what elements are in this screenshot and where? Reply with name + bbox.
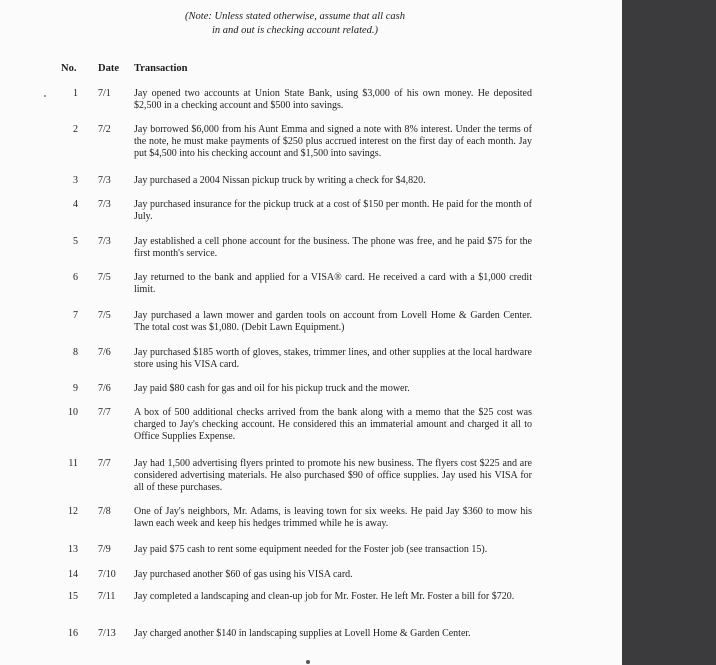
transaction-no: 4	[73, 199, 78, 210]
transaction-no: 9	[73, 383, 78, 394]
transaction-no: 2	[73, 124, 78, 135]
transaction-text: Jay opened two accounts at Union State Bank, using $3,000 of his own money. He deposited $2,500 in a checking account and $500 into savings.	[134, 88, 532, 111]
transaction-no: 10	[68, 407, 78, 418]
transaction-text: Jay established a cell phone account for the business. The phone was free, and he paid $75 for the first month's service.	[134, 236, 532, 259]
transaction-date: 7/2	[98, 124, 111, 135]
transaction-no: 5	[73, 236, 78, 247]
transaction-date: 7/3	[98, 175, 111, 186]
transaction-text: Jay purchased another $60 of gas using his VISA card.	[134, 569, 353, 580]
transaction-text: Jay purchased a lawn mower and garden tools on account from Lovell Home & Garden Center. The total cost was $1,080. (Debit Lawn Equipment.)	[134, 310, 532, 333]
transaction-text: Jay charged another $140 in landscaping supplies at Lovell Home & Garden Center.	[134, 628, 471, 639]
transaction-text: Jay borrowed $6,000 from his Aunt Emma and signed a note with 8% interest. Under the terms of the note, he must make payments of $250 plus accrued interest on the first day of each month. Jay put $4,500 into his checking account and $1,500 into savings.	[134, 124, 532, 159]
transaction-date: 7/11	[98, 591, 116, 602]
scan-mark	[44, 95, 46, 97]
transaction-no: 11	[68, 458, 78, 469]
transaction-text: Jay returned to the bank and applied for a VISA® card. He received a card with a $1,000 credit limit.	[134, 272, 532, 295]
transaction-no: 1	[73, 88, 78, 99]
transaction-date: 7/5	[98, 310, 111, 321]
transaction-date: 7/8	[98, 506, 111, 517]
transaction-text: Jay purchased insurance for the pickup truck at a cost of $150 per month. He paid for the month of July.	[134, 199, 532, 222]
transaction-date: 7/10	[98, 569, 116, 580]
header-no: No.	[61, 63, 77, 74]
viewer-background	[622, 0, 716, 665]
transaction-no: 15	[68, 591, 78, 602]
transaction-text: Jay purchased $185 worth of gloves, stakes, trimmer lines, and other supplies at the local hardware store using his VISA card.	[134, 347, 532, 370]
transaction-date: 7/3	[98, 199, 111, 210]
transaction-date: 7/7	[98, 458, 111, 469]
transaction-date: 7/7	[98, 407, 111, 418]
transaction-no: 3	[73, 175, 78, 186]
transaction-no: 12	[68, 506, 78, 517]
page-dot	[306, 660, 310, 664]
note	[140, 10, 450, 38]
transaction-no: 14	[68, 569, 78, 580]
transaction-date: 7/6	[98, 347, 111, 358]
transaction-no: 7	[73, 310, 78, 321]
transaction-no: 13	[68, 544, 78, 555]
transaction-text: Jay paid $80 cash for gas and oil for his pickup truck and the mower.	[134, 383, 410, 394]
transaction-text: Jay paid $75 cash to rent some equipment needed for the Foster job (see transaction 15).	[134, 544, 488, 555]
transaction-text: Jay completed a landscaping and clean-up job for Mr. Foster. He left Mr. Foster a bill for $720.	[134, 591, 515, 602]
header-transaction: Transaction	[134, 63, 188, 74]
transaction-date: 7/9	[98, 544, 111, 555]
transaction-date: 7/5	[98, 272, 111, 283]
transaction-no: 6	[73, 272, 78, 283]
transaction-text: Jay purchased a 2004 Nissan pickup truck by writing a check for $4,820.	[134, 175, 426, 186]
transaction-date: 7/1	[98, 88, 111, 99]
transaction-no: 16	[68, 628, 78, 639]
transaction-date: 7/3	[98, 236, 111, 247]
transaction-date: 7/6	[98, 383, 111, 394]
header-date: Date	[98, 63, 119, 74]
transaction-date: 7/13	[98, 628, 116, 639]
note-line-1: (Note: Unless stated otherwise, assume that all cash	[185, 11, 405, 22]
transaction-no: 8	[73, 347, 78, 358]
transaction-text: Jay had 1,500 advertising flyers printed to promote his new business. The flyers cost $225 and are considered advertising materials. He also purchased $90 of office supplies. Jay used his VISA for all of these purchases.	[134, 458, 532, 493]
transaction-text: One of Jay's neighbors, Mr. Adams, is leaving town for six weeks. He paid Jay $360 to mow his lawn each week and keep his hedges trimmed while he is away.	[134, 506, 532, 529]
note-line-2: in and out is checking account related.)	[211, 25, 379, 36]
transaction-text: A box of 500 additional checks arrived from the bank along with a memo that the $25 cost was charged to Jay's checking account. He considered this an immaterial amount and charged it all to Office Supplies Expense.	[134, 407, 532, 442]
